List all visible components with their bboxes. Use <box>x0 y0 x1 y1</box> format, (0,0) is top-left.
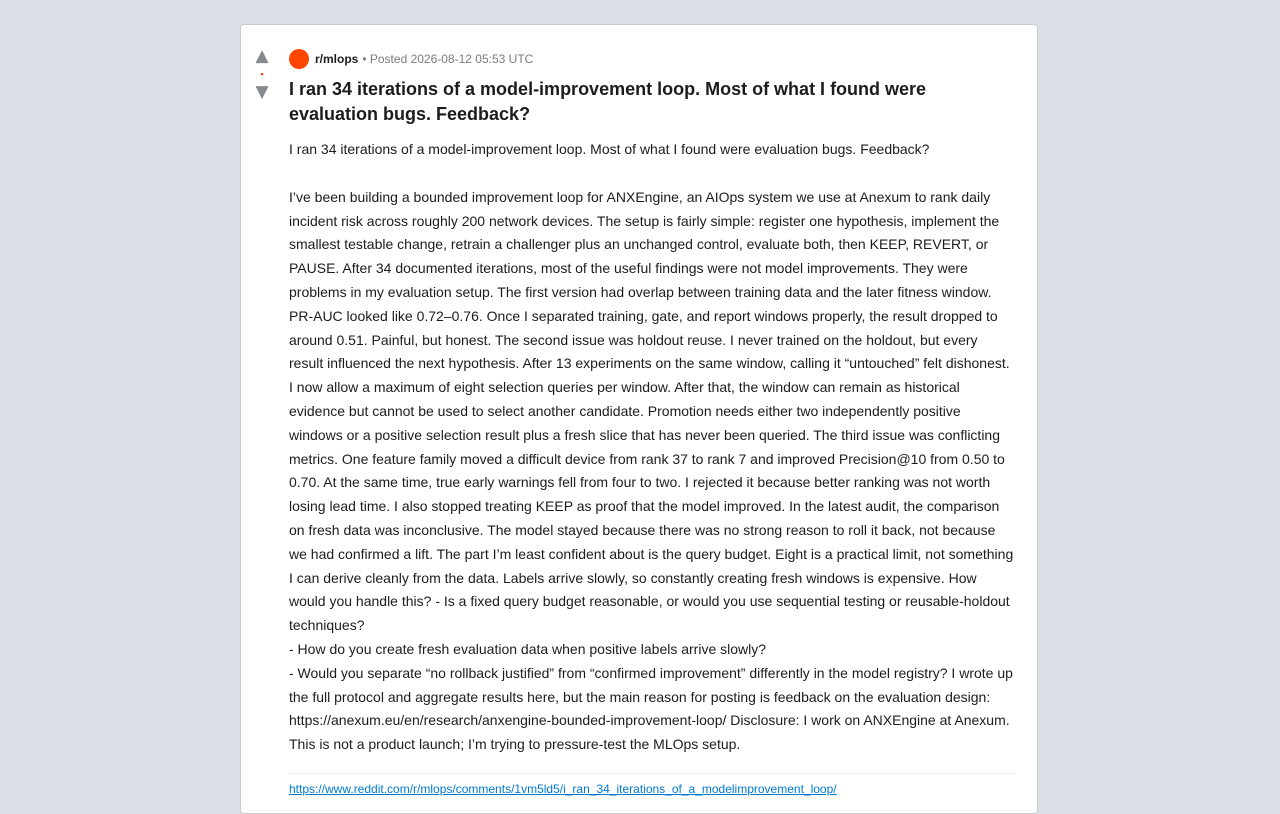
subreddit-avatar-icon[interactable] <box>289 49 309 69</box>
vote-score: • <box>260 69 264 79</box>
vote-column <box>241 47 283 101</box>
body-paragraph-question-3: - Would you separate “no rollback justified” from “confirmed improvement” differently in the model registry? I wrote up the full protocol and aggregate results here, but the main reason for posting is feedback on the evaluation design: https://anexum.eu/en/research/anxengine-bounded-improvement-loop/ Disclosure: I work on ANXEngine at Anexum. This is not a product launch; I’m trying to pressure-test the MLOps setup. <box>289 664 1013 753</box>
post-title[interactable]: I ran 34 iterations of a model-improvement loop. Most of what I found were evaluation bugs. Feedback? <box>289 79 927 124</box>
downvote-arrow-icon[interactable]: ▼ <box>255 82 269 102</box>
post-timestamp: • Posted 2026-08-12 05:53 UTC <box>362 52 534 66</box>
post-permalink[interactable]: https://www.reddit.com/r/mlops/comments/1vm5ld5/i_ran_34_iterations_of_a_modelimprovement_loop/ <box>289 781 837 796</box>
post-meta <box>289 49 1015 69</box>
post-content <box>289 49 1015 796</box>
post-body <box>289 138 1015 757</box>
post-card <box>240 24 1038 814</box>
body-paragraph-main: I’ve been building a bounded improvement loop for ANXEngine, an AIOps system we use at Anexum to rank daily incident risk across roughly 200 network devices. The setup is fairly simple: register one hypothesis, implement the smallest testable change, retrain a challenger plus an unchanged control, evaluate both, then KEEP, REVERT, or PAUSE. After 34 documented iterations, most of the useful findings were not model improvements. They were problems in my evaluation setup. The first version had overlap between training data and the later fitness window. PR-AUC looked like 0.72–0.76. Once I separated training, gate, and report windows properly, the result dropped to around 0.51. Painful, but honest. The second issue was holdout reuse. I never trained on the holdout, but every result influenced the next hypothesis. After 13 experiments on the same window, calling it “untouched” felt dishonest. I now allow a maximum of eight selection queries per window. After that, the window can remain as historical evidence but cannot be used to select another candidate. Promotion needs either two independently positive windows or a positive selection result plus a fresh slice that has never been queried. The third issue was conflicting metrics. One feature family moved a difficult device from rank 37 to rank 7 and improved Precision@10 from 0.50 to 0.70. At the same time, true early warnings fell from four to two. I rejected it because better ranking was not worth losing lead time. I also stopped treating KEEP as proof that the model improved. In the latest audit, the comparison on fresh data was inconclusive. The model stayed because there was no strong reason to roll it back, not because we had confirmed a lift. The part I’m least confident about is the query budget. Eight is a practical limit, not something I can derive cleanly from the data. Labels arrive slowly, so constantly creating fresh windows is expensive. How would you handle this? - Is a fixed query budget reasonable, or would you use sequential testing or reusable-holdout techniques? <box>289 188 1014 634</box>
body-paragraph-intro: I ran 34 iterations of a model-improvement loop. Most of what I found were evaluation bugs. Feedback? <box>289 141 930 157</box>
upvote-arrow-icon[interactable]: ▲ <box>255 46 269 66</box>
divider <box>289 773 1015 774</box>
subreddit-name[interactable]: r/mlops <box>315 52 359 66</box>
body-paragraph-question-2: - How do you create fresh evaluation data when positive labels arrive slowly? <box>289 640 767 657</box>
